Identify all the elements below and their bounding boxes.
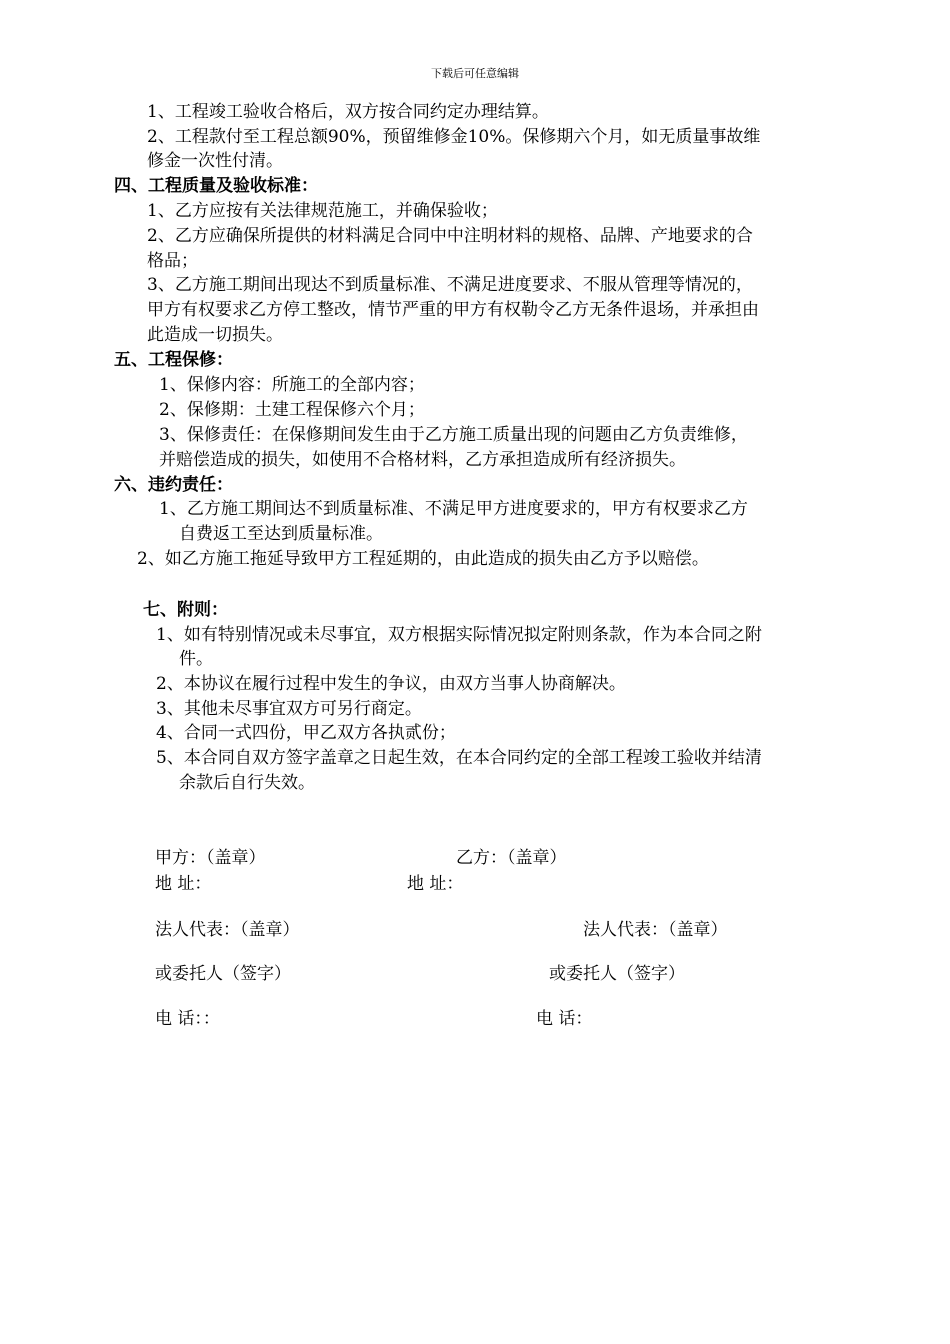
payment-clause-1: 1、工程竣工验收合格后，双方按合同约定办理结算。 bbox=[147, 102, 549, 122]
party-b-phone: 电 话： bbox=[536, 1009, 593, 1029]
payment-clause-2-cont: 修金一次性付清。 bbox=[147, 151, 283, 171]
supplementary-clause-3: 3、其他未尽事宜双方可另行商定。 bbox=[156, 699, 422, 719]
breach-clause-1: 1、乙方施工期间达不到质量标准、不满足甲方进度要求的，甲方有权要求乙方 bbox=[159, 499, 748, 519]
supplementary-clause-1-cont: 件。 bbox=[179, 649, 213, 669]
section-4-heading: 四、工程质量及验收标准： bbox=[114, 176, 318, 196]
warranty-clause-2: 2、保修期：土建工程保修六个月； bbox=[159, 400, 425, 420]
quality-clause-2: 2、乙方应确保所提供的材料满足合同中中注明材料的规格、品牌、产地要求的合 bbox=[147, 226, 753, 246]
breach-clause-1-cont: 自费返工至达到质量标准。 bbox=[179, 524, 383, 544]
supplementary-clause-1: 1、如有特别情况或未尽事宜，双方根据实际情况拟定附则条款，作为本合同之附 bbox=[156, 625, 762, 645]
party-b-legal-rep: 法人代表：（盖章） bbox=[583, 920, 728, 940]
supplementary-clause-2: 2、本协议在履行过程中发生的争议，由双方当事人协商解决。 bbox=[156, 674, 626, 694]
quality-clause-3-cont2: 此造成一切损失。 bbox=[147, 325, 283, 345]
quality-clause-1: 1、乙方应按有关法律规范施工，并确保验收； bbox=[147, 201, 498, 221]
quality-clause-2-cont: 格品； bbox=[147, 251, 198, 271]
section-6-heading: 六、违约责任： bbox=[114, 475, 233, 495]
warranty-clause-3-cont: 并赔偿造成的损失，如使用不合格材料，乙方承担造成所有经济损失。 bbox=[159, 450, 686, 470]
party-b-seal: 乙方：（盖章） bbox=[456, 848, 567, 868]
supplementary-clause-4: 4、合同一式四份，甲乙双方各执贰份； bbox=[156, 723, 456, 743]
page-header: 下载后可任意编辑 bbox=[431, 67, 519, 80]
party-b-address: 地 址： bbox=[407, 874, 464, 894]
breach-clause-2: 2、如乙方施工拖延导致甲方工程延期的，由此造成的损失由乙方予以赔偿。 bbox=[137, 549, 709, 569]
payment-clause-2: 2、工程款付至工程总额90%，预留维修金10%。保修期六个月，如无质量事故维 bbox=[147, 127, 761, 147]
warranty-clause-1: 1、保修内容：所施工的全部内容； bbox=[159, 375, 425, 395]
section-7-heading: 七、附则： bbox=[143, 600, 228, 620]
party-a-address: 地 址： bbox=[155, 874, 212, 894]
supplementary-clause-5: 5、本合同自双方签字盖章之日起生效，在本合同约定的全部工程竣工验收并结清 bbox=[156, 748, 762, 768]
warranty-clause-3: 3、保修责任：在保修期间发生由于乙方施工质量出现的问题由乙方负责维修， bbox=[159, 425, 748, 445]
party-a-agent: 或委托人（签字） bbox=[155, 964, 291, 984]
party-a-phone: 电 话：： bbox=[155, 1009, 220, 1029]
supplementary-clause-5-cont: 余款后自行失效。 bbox=[179, 773, 315, 793]
party-a-seal: 甲方：（盖章） bbox=[155, 848, 266, 868]
quality-clause-3: 3、乙方施工期间出现达不到质量标准、不满足进度要求、不服从管理等情况的， bbox=[147, 275, 753, 295]
section-5-heading: 五、工程保修： bbox=[114, 350, 233, 370]
party-b-agent: 或委托人（签字） bbox=[549, 964, 685, 984]
party-a-legal-rep: 法人代表：（盖章） bbox=[155, 920, 300, 940]
quality-clause-3-cont: 甲方有权要求乙方停工整改，情节严重的甲方有权勒令乙方无条件退场，并承担由 bbox=[147, 300, 759, 320]
